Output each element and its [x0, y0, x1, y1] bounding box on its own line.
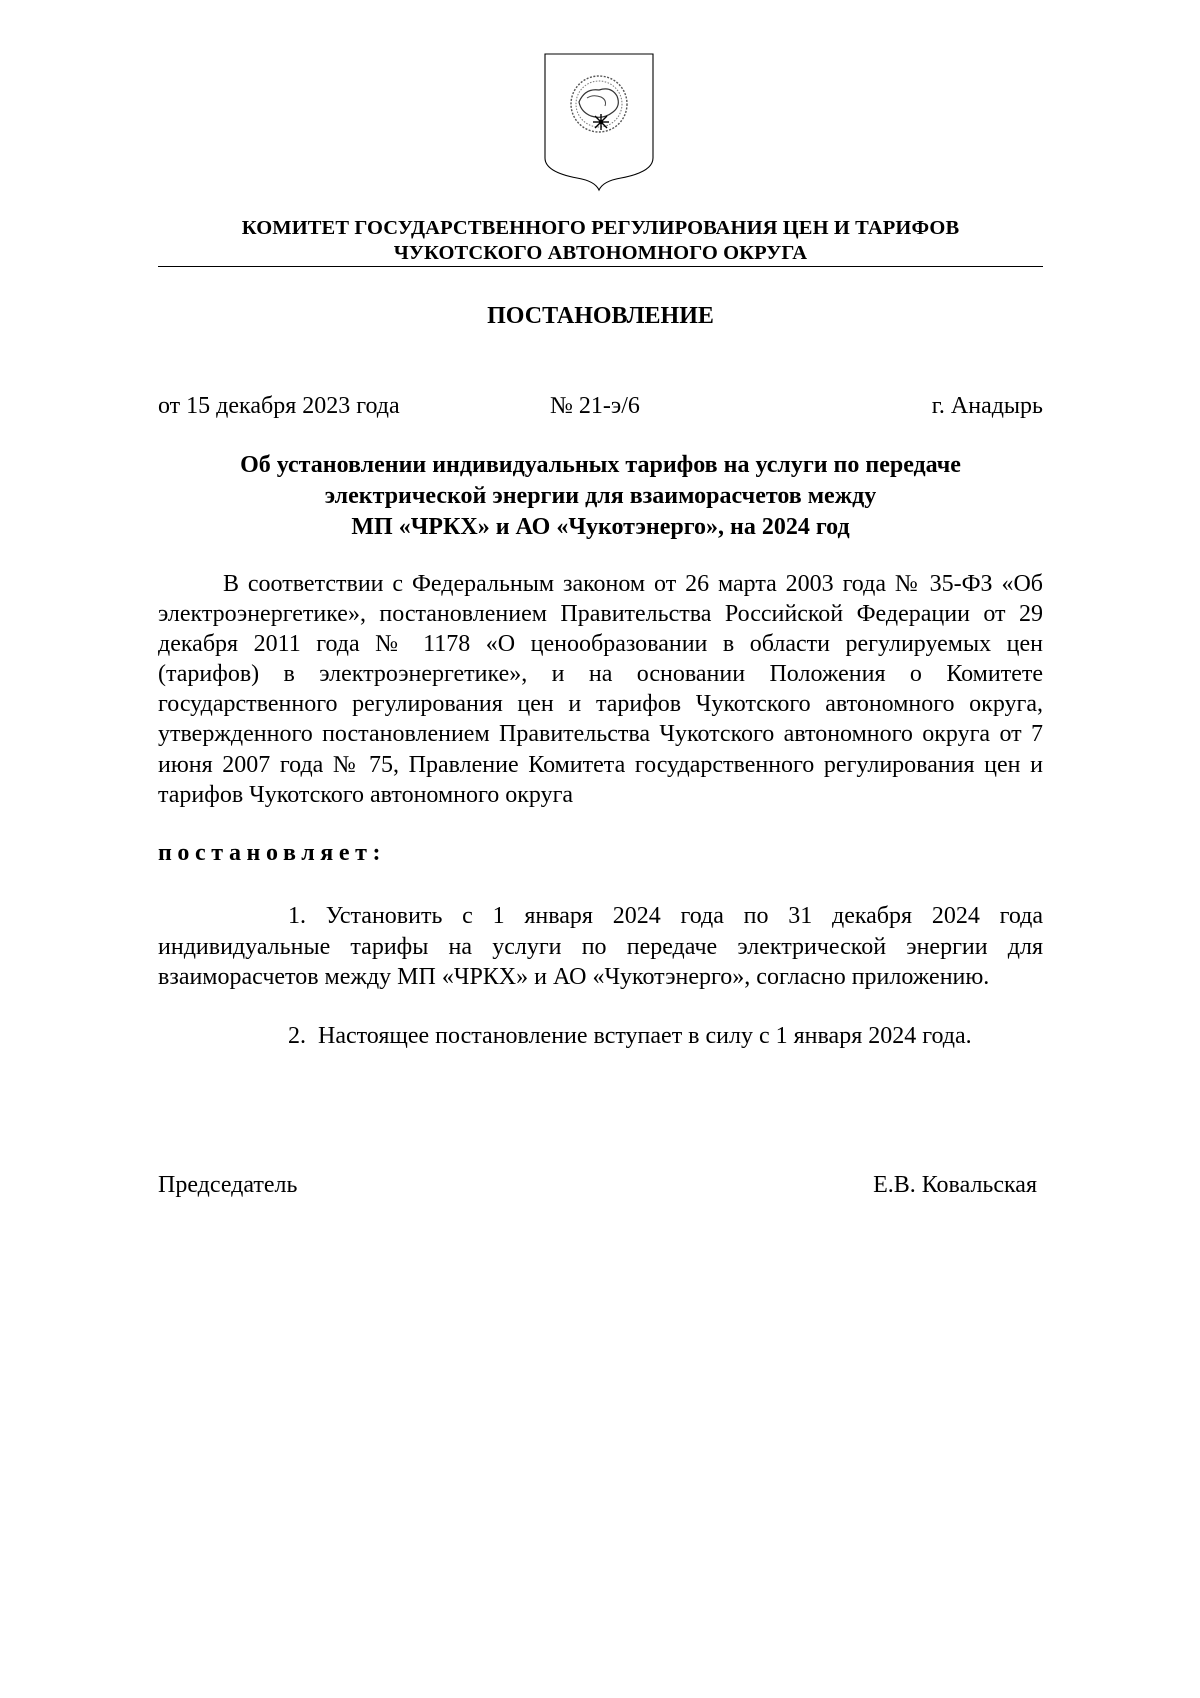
document-number: № 21-э/6: [550, 393, 640, 419]
chukotka-coat-of-arms-icon: [541, 50, 657, 192]
item-number: 2.: [288, 1023, 306, 1049]
item-text: Настоящее постановление вступает в силу с 1 января 2024 года.: [318, 1023, 972, 1049]
decree-word: постановляет:: [158, 840, 387, 866]
item-text: Установить с 1 января 2024 года по 31 декабря 2024 года индивидуальные тарифы на услуги по передаче электрической энергии для взаиморасчетов между МП «ЧРКХ» и АО «Чукотэнерго», согласно приложению.: [158, 903, 1043, 990]
resolution-item-1: [158, 901, 1043, 993]
document-date: от 15 декабря 2023 года: [158, 393, 400, 419]
subject-line-3: МП «ЧРКХ» и АО «Чукотэнерго», на 2024 год: [351, 514, 850, 540]
preamble-paragraph: В соответствии с Федеральным законом от 26 марта 2003 года № 35-ФЗ «Об электроэнергетике», постановлением Правительства Российской Федерации от 29 декабря 2011 года № 1178 «О ценообразовании в области регулируемых цен (тарифов) в электроэнергетике», и на основании Положения о Комитете государственного регулирования цен и тарифов Чукотского автономного округа, утвержденного постановлением Правительства Чукотского автономного округа от 7 июня 2007 года № 75, Правление Комитета государственного регулирования цен и тарифов Чукотского автономного округа: [158, 571, 1043, 808]
document-city: г. Анадырь: [931, 393, 1043, 419]
subject-line-2: электрической энергии для взаиморасчетов между: [324, 483, 877, 509]
signatory-name: Е.В. Ковальская: [873, 1172, 1037, 1198]
resolution-item-2: [158, 1021, 1043, 1052]
authority-line-2: ЧУКОТСКОГО АВТОНОМНОГО ОКРУГА: [393, 242, 808, 264]
document-type: ПОСТАНОВЛЕНИЕ: [487, 303, 714, 329]
subject-line-1: Об установлении индивидуальных тарифов на услуги по передаче: [240, 452, 961, 478]
issuing-authority: [158, 216, 1043, 266]
header-divider: [158, 266, 1043, 267]
document-subject: [158, 450, 1043, 543]
signatory-title: Председатель: [158, 1172, 298, 1198]
item-number: 1.: [288, 903, 306, 929]
authority-line-1: КОМИТЕТ ГОСУДАРСТВЕННОГО РЕГУЛИРОВАНИЯ ЦЕН И ТАРИФОВ: [241, 217, 960, 239]
